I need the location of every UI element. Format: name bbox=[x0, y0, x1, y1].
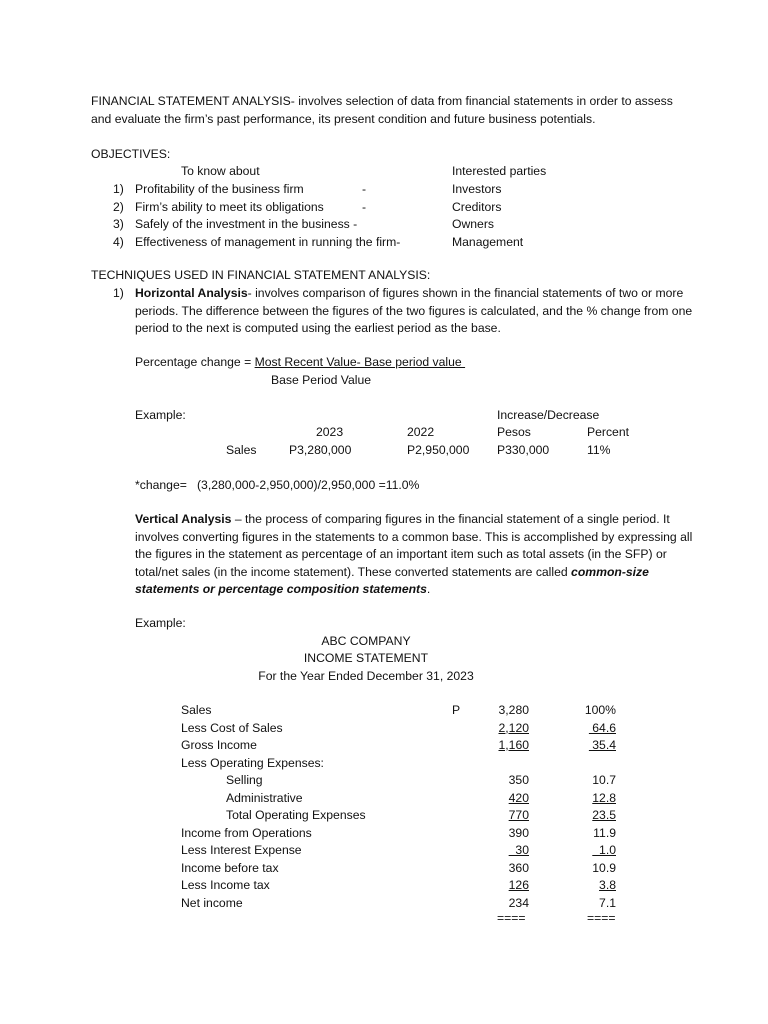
is-row-label: Net income bbox=[181, 895, 243, 910]
is-row-percent: 7.1 bbox=[599, 895, 616, 910]
objective-text: Safely of the investment in the business - bbox=[135, 217, 358, 231]
is-row-amount: 1,160 bbox=[498, 738, 529, 752]
objective-party: Owners bbox=[452, 217, 494, 231]
is-row-label: Less Income tax bbox=[181, 878, 270, 892]
objective-text: Effectiveness of management in running the firm- bbox=[135, 234, 401, 249]
objectives-heading: OBJECTIVES: bbox=[91, 147, 171, 161]
vertical-paragraph bbox=[135, 511, 695, 599]
percent-double-rule: ==== bbox=[587, 911, 616, 925]
is-row-amount: 30 bbox=[508, 843, 529, 857]
is-row-percent: 23.5 bbox=[592, 808, 616, 822]
is-row-label: Less Operating Expenses: bbox=[181, 755, 324, 770]
change-note: *change= (3,280,000-2,950,000)/2,950,000 =11.0% bbox=[135, 478, 420, 492]
is-row-amount: 126 bbox=[508, 878, 529, 892]
percent-label: Percent bbox=[587, 425, 630, 439]
is-row-amount: 420 bbox=[508, 790, 529, 805]
year-2022: 2022 bbox=[407, 425, 435, 439]
statement-period: For the Year Ended December 31, 2023 bbox=[258, 669, 474, 683]
is-row-label: Less Interest Expense bbox=[181, 843, 302, 857]
is-row-percent: 3.8 bbox=[599, 878, 616, 892]
sales-2023: P3,280,000 bbox=[289, 443, 352, 457]
objective-number: 1) bbox=[113, 182, 124, 196]
year-2023: 2023 bbox=[316, 425, 344, 439]
vertical-text-b: . bbox=[426, 582, 431, 596]
formula-numerator: Most Recent Value- Base period value bbox=[254, 355, 466, 369]
is-row-label: Sales bbox=[181, 703, 212, 717]
objective-dash: - bbox=[362, 199, 367, 214]
horizontal-title: Horizontal Analysis bbox=[135, 286, 248, 300]
objective-party: Investors bbox=[452, 182, 502, 196]
vertical-text-a: – the process of comparing figures in the financial statement of a single period. It involves converting figures in the statements to a common base. This is accomplished by expressing all the figures in the statement as percentage of an important item such as total assets (in the SFP) or total/net sales (in the income statement). These converted statements are called bbox=[135, 512, 693, 579]
is-row-label: Gross Income bbox=[181, 738, 257, 752]
intro-term: FINANCIAL STATEMENT ANALYSIS bbox=[91, 94, 291, 108]
objective-number: 3) bbox=[113, 217, 124, 231]
statement-title: INCOME STATEMENT bbox=[303, 651, 429, 665]
is-row-amount: 390 bbox=[508, 825, 529, 840]
sales-row-label: Sales bbox=[226, 443, 257, 457]
horizontal-text: - involves comparison of figures shown in the financial statements of two or more periods. The difference between the figures of the two figures is calculated, and the % change from one period to the next is computed using the earliest period as the base. bbox=[135, 286, 693, 335]
horizontal-number: 1) bbox=[113, 286, 124, 300]
formula-line bbox=[135, 354, 465, 372]
company-name: ABC COMPANY bbox=[321, 634, 411, 648]
techniques-heading: TECHNIQUES USED IN FINANCIAL STATEMENT ANALYSIS: bbox=[91, 268, 431, 282]
is-row-percent: 10.7 bbox=[592, 773, 616, 787]
is-row-amount: 2,120 bbox=[498, 720, 529, 735]
objective-text: Profitability of the business firm bbox=[135, 182, 304, 196]
is-row-percent: 100% bbox=[584, 703, 616, 717]
vertical-example-label: Example: bbox=[135, 616, 186, 630]
is-row-label: Total Operating Expenses bbox=[226, 808, 366, 822]
objectives-col-parties: Interested parties bbox=[452, 164, 547, 178]
is-row-label: Income before tax bbox=[181, 860, 279, 875]
is-row-percent: 11.9 bbox=[593, 825, 616, 840]
is-row-label: Less Cost of Sales bbox=[181, 720, 283, 735]
objective-number: 4) bbox=[113, 234, 124, 249]
vertical-term: common-size statements or percentage composition statements bbox=[135, 564, 649, 596]
is-row-amount: 234 bbox=[508, 895, 529, 910]
is-row-percent: 12.8 bbox=[592, 790, 616, 805]
currency-symbol: P bbox=[452, 703, 461, 717]
is-row-amount: 360 bbox=[508, 860, 529, 875]
objective-number: 2) bbox=[113, 199, 124, 214]
is-row-percent: 64.6 bbox=[588, 720, 616, 735]
objectives-col-know: To know about bbox=[181, 164, 260, 178]
sales-diff-pesos: P330,000 bbox=[497, 443, 550, 457]
is-row-label: Income from Operations bbox=[181, 825, 312, 840]
intro-paragraph bbox=[91, 93, 691, 128]
horizontal-paragraph bbox=[135, 285, 695, 338]
objective-party: Creditors bbox=[452, 199, 502, 214]
is-row-amount: 770 bbox=[508, 808, 529, 822]
sales-diff-percent: 11% bbox=[587, 443, 611, 457]
sales-2022: P2,950,000 bbox=[407, 443, 470, 457]
vertical-title: Vertical Analysis bbox=[135, 512, 232, 526]
formula-label: Percentage change = bbox=[135, 355, 255, 369]
objective-text: Firm’s ability to meet its obligations bbox=[135, 199, 324, 214]
pesos-label: Pesos bbox=[497, 425, 531, 439]
formula-denominator: Base Period Value bbox=[271, 373, 372, 387]
is-row-label: Selling bbox=[226, 773, 263, 787]
horizontal-example-label: Example: bbox=[135, 408, 186, 422]
objective-party: Management bbox=[452, 234, 524, 249]
is-row-label: Administrative bbox=[226, 790, 303, 805]
is-row-percent: 1.0 bbox=[592, 843, 616, 857]
is-row-amount: 350 bbox=[508, 773, 529, 787]
amount-double-rule: ==== bbox=[497, 911, 526, 925]
is-row-percent: 35.4 bbox=[588, 738, 616, 752]
intro-text: - involves selection of data from financial statements in order to assess and evaluate the firm’s past performance, its present condition and future business potentials. bbox=[91, 94, 673, 126]
incdec-label: Increase/Decrease bbox=[497, 408, 600, 422]
objective-dash: - bbox=[362, 182, 367, 196]
is-row-percent: 10.9 bbox=[592, 860, 616, 875]
is-row-amount: 3,280 bbox=[498, 703, 529, 717]
